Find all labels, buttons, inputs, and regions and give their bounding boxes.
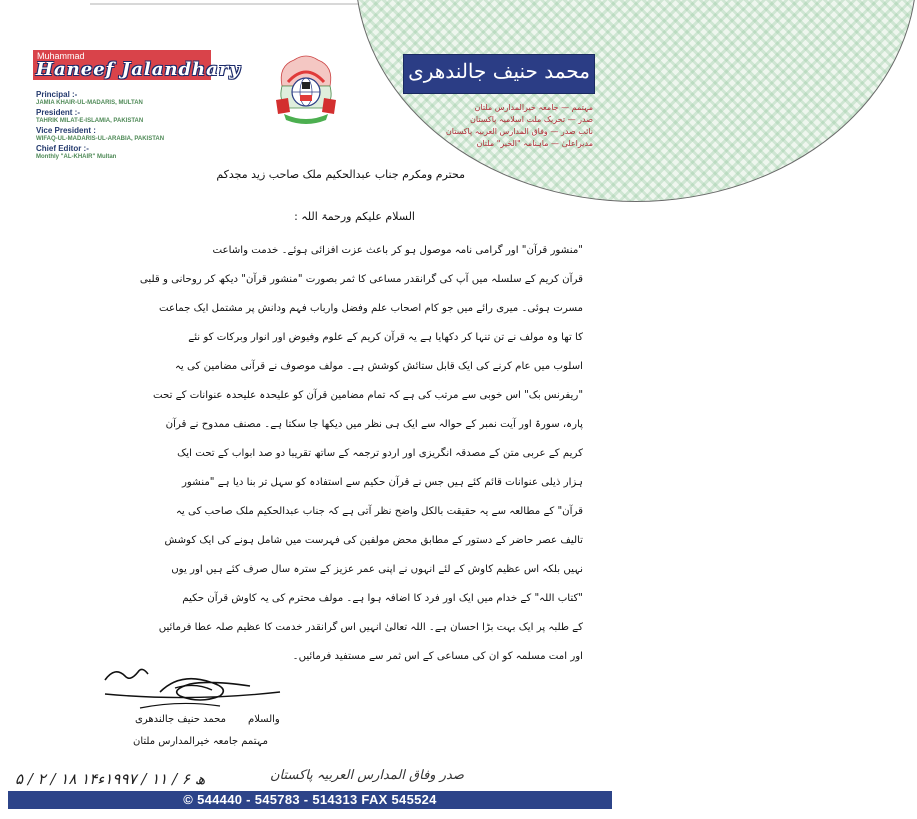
role-title: President :- <box>36 108 81 117</box>
role-value: TAHRIK MILAT-E-ISLAMIA, PAKISTAN <box>36 118 144 124</box>
urdu-role: صدر — تحریک ملت اسلامیہ پاکستان <box>470 115 593 124</box>
letter-body <box>127 236 583 671</box>
body-line: کا تھا وہ مولف نے تن تنہا کر دکھایا ہے یہ قرآن کریم کے علوم وفیوض اور انوار وبرکات کو نئے <box>188 332 583 343</box>
signature-icon <box>100 662 290 712</box>
body-line: "ریفرنس بک" اس خوبی سے مرتب کی ہے کہ تمام مضامین قرآن کو علیحدہ علیحدہ عنوانات کے تحت <box>153 390 583 401</box>
role-title: Vice President : <box>36 126 96 135</box>
salutation: محترم ومکرم جناب عبدالحکیم ملک صاحب زید مجدکم <box>216 168 465 181</box>
name-full: Haneef Jalandhary <box>36 59 241 80</box>
urdu-name: محمد حنیف جالندھری <box>408 59 590 83</box>
signer-title: مہتمم جامعہ خیرالمدارس ملتان <box>133 736 268 747</box>
body-line: تالیف عصر حاضر کے دستور کے مطابق محض مولفین کی فہرست میں شامل ہونے کی ایک کوشش <box>164 535 583 546</box>
english-roles <box>36 90 164 162</box>
footer-contact: © 544440 - 545783 - 514313 FAX 545524 <box>183 792 437 807</box>
signer-name: محمد حنیف جالندھری <box>135 714 226 725</box>
body-line: قرآن" کے مطالعہ سے یہ حقیقت بالکل واضح نظر آتی ہے کہ جناب عبدالحکیم ملک صاحب کی یہ <box>175 506 583 517</box>
body-line: کریم کے عربی متن کے مصدقہ انگریزی اور اردو ترجمہ کے ساتھ تقریبا دو صد ابواب کے تحت ایک <box>177 448 583 459</box>
body-line: اور امت مسلمہ کو ان کی مساعی کے اس ثمر سے مستفید فرمائیں۔ <box>292 651 583 662</box>
greeting: السلام علیکم ورحمۃ اللہ : <box>294 210 415 223</box>
body-line: کے طلبہ پر ایک بہت بڑا احسان ہے۔ اللہ تعالیٰ انہیں اس گرانقدر خدمت کا عظیم صلہ عطا فرمائیں <box>158 622 583 633</box>
role-title: Chief Editor :- <box>36 144 89 153</box>
handwritten-date: ۵ / ۲ / ۱۸ ۱۴ھ ۶ / ۱۱ / ۱۹۹۷ء <box>15 770 206 788</box>
body-line: مسرت ہوئی۔ میری رائے میں جو کام اصحاب علم وفضل وارباب فہم ودانش پر مشتمل ایک جماعت <box>159 303 583 314</box>
body-line: نہیں بلکہ اس عظیم کاوش کے لئے انہوں نے اپنی عمر عزیز کے سترہ سال صرف کئے ہیں اور یوں <box>171 564 583 575</box>
role-title: Principal :- <box>36 90 78 99</box>
role-value: JAMIA KHAIR-UL-MADARIS, MULTAN <box>36 100 143 106</box>
body-line: پارہ، سورۃ اور آیت نمبر کے حوالہ سے ایک ہی نظر میں دیکھا جا سکتا ہے۔ مصنف ممدوح نے قرآن <box>165 419 583 430</box>
urdu-roles <box>423 102 593 150</box>
emblem-logo-icon <box>274 52 338 126</box>
body-line: قرآن کریم کے سلسلہ میں آپ کی گرانقدر مساعی کا ثمر بصورت "منشور قرآن" دیکھ کر روحانی و قلبی <box>139 274 583 285</box>
urdu-role: مدیراعلیٰ — ماہنامہ "الخیر" ملتان <box>476 139 593 148</box>
handwritten-note: صدر وفاق المدارس العربیہ پاکستان <box>270 768 464 783</box>
body-line: "منشور قرآن" اور گرامی نامہ موصول ہو کر باعث عزت افزائی ہوئے۔ خدمت واشاعت <box>212 245 583 256</box>
name-first: Muhammad <box>37 51 85 61</box>
body-line: اسلوب میں عام کرنے کی ایک قابل ستائش کوشش ہے۔ مولف موصوف نے قرآنی مضامین کی یہ <box>174 361 583 372</box>
body-line: ہزار ذیلی عنوانات قائم کئے ہیں جس نے قرآن حکیم سے استفادہ کو سہل تر بنا دیا ہے "منشور <box>181 477 583 488</box>
urdu-role: مہتمم — جامعہ خیرالمدارس ملتان <box>474 103 593 112</box>
role-value: Monthly "AL-KHAIR" Multan <box>36 154 117 160</box>
role-value: WIFAQ-UL-MADARIS-UL-ARABIA, PAKISTAN <box>36 136 165 142</box>
urdu-role: نائب صدر — وفاق المدارس العربیہ پاکستان <box>445 127 593 136</box>
body-line: "کتاب اللہ" کے خدام میں ایک اور فرد کا اضافہ ہوا ہے۔ مولف محترم کی یہ کاوش قرآن حکیم <box>182 593 583 604</box>
closing: والسلام <box>248 714 280 725</box>
footer-bar <box>8 791 612 809</box>
letterhead-pattern <box>365 0 615 195</box>
name-banner <box>33 50 241 80</box>
urdu-name-banner <box>403 54 595 94</box>
